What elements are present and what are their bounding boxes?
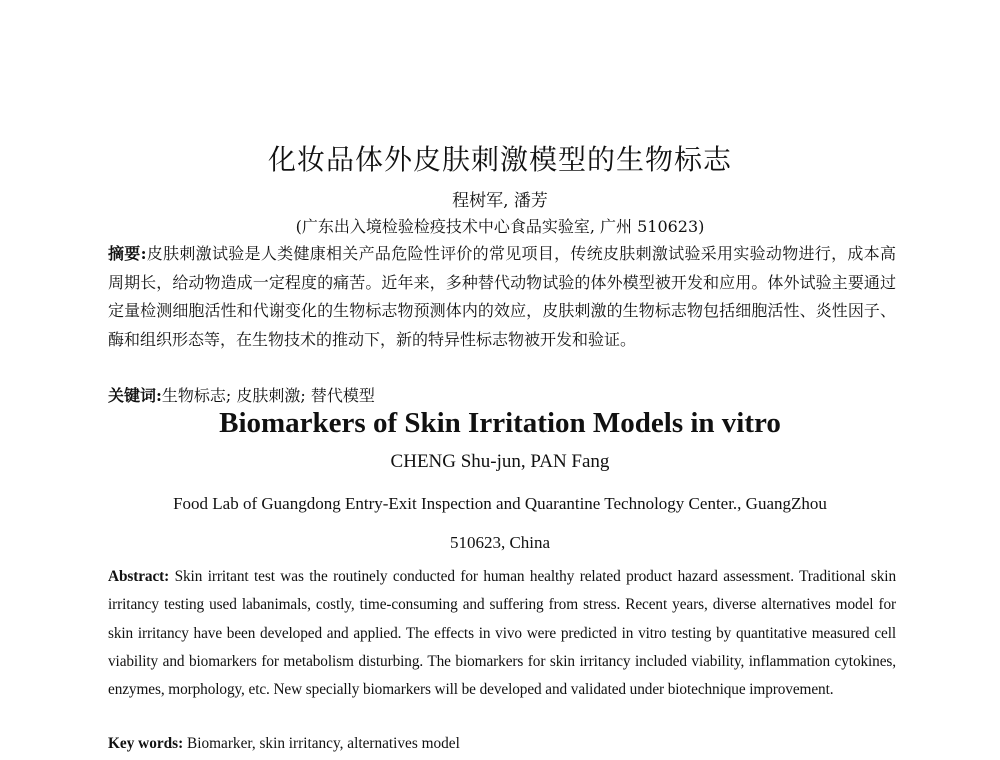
english-abstract: [108, 563, 896, 704]
chinese-abstract: [108, 240, 896, 354]
chinese-abstract-text: 皮肤刺激试验是人类健康相关产品危险性评价的常见项目，传统皮肤刺激试验采用实验动物进行，成本高周期长，给动物造成一定程度的痛苦。近年来，多种替代动物试验的体外模型被开发和应用。体外试验主要通过定量检测细胞活性和代谢变化的生物标志物预测体内的效应，皮肤刺激的生物标志物包括细胞活性、炎性因子、酶和组织形态等，在生物技术的推动下，新的特异性标志物被开发和验证。: [108, 244, 896, 349]
chinese-title: 化妆品体外皮肤刺激模型的生物标志: [267, 143, 732, 176]
chinese-affiliation: (广东出入境检验检疫技术中心食品实验室, 广州 510623): [295, 217, 705, 236]
chinese-authors: 程树军, 潘芳: [452, 191, 548, 211]
english-abstract-label: Abstract:: [108, 568, 170, 585]
english-title: Biomarkers of Skin Irritation Models in vitro: [219, 407, 781, 439]
chinese-keywords: [108, 383, 896, 406]
english-authors: CHENG Shu-jun, PAN Fang: [390, 451, 610, 472]
english-keywords-label: Key words:: [108, 735, 184, 752]
english-affiliation-line1: Food Lab of Guangdong Entry-Exit Inspection and Quarantine Technology Center., GuangZhou: [173, 494, 827, 513]
english-affiliation-line2: 510623, China: [449, 533, 551, 552]
english-keywords: [108, 735, 896, 753]
english-abstract-text: Skin irritant test was the routinely conducted for human healthy related product hazard assessment. Traditional skin irritancy testing used labanimals, costly, time-consuming and suffering from stress. Recent years, diverse alternatives model for skin irritancy have been developed and applied. The effects in vivo were predicted in vitro testing by quantitative measured cell viability and biomarkers for metabolism disturbing. The biomarkers for skin irritancy included viability, inflammation cytokines, enzymes, morphology, etc. New specially biomarkers will be developed and validated under biotechnique improvement.: [108, 568, 896, 699]
english-keywords-text: Biomarker, skin irritancy, alternatives model: [187, 735, 460, 752]
chinese-keywords-text: 生物标志; 皮肤刺激; 替代模型: [161, 386, 375, 405]
chinese-abstract-label: 摘要:: [108, 244, 147, 263]
chinese-keywords-label: 关键词:: [108, 386, 162, 405]
